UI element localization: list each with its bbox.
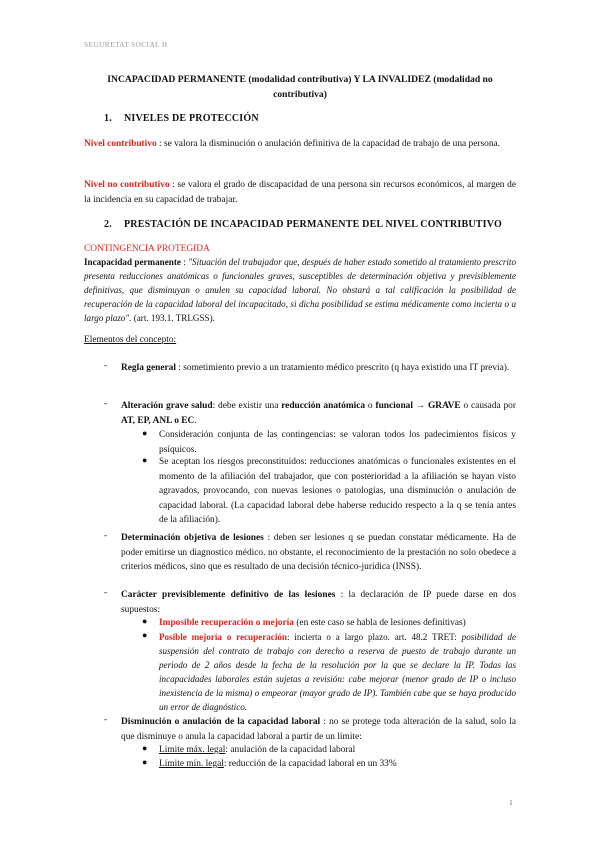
elementos-heading: Elementos del concepto: xyxy=(84,335,177,345)
nivel-contributivo-term: Nivel contributivo xyxy=(84,139,157,149)
incapacidad-permanente-term: Incapacidad permanente xyxy=(84,257,181,267)
regla-general-text: : sometimiento previo a un tratamiento médico prescrito (q haya existido una IT previa). xyxy=(178,363,510,373)
determinacion-text: : deben ser lesiones q se puedan constatar médicamente. Ha de poder emitirse un diagnostico médico. no obstante, el reconocimiento de la prestación no solo obedece a criterios médicos, sino que es resultado de una decisión técnico-jurídica (INSS). xyxy=(121,533,516,573)
dash-marker: - xyxy=(104,531,108,541)
running-head: SEGURETAT SOCIAL II xyxy=(84,40,168,49)
alteracion-text-6: o causada por xyxy=(460,401,516,411)
nivel-contributivo-text: : se valora la disminución o anulación definitiva de la capacidad de trabajo de una persona. xyxy=(159,139,501,149)
alteracion-text-4: funcional xyxy=(375,401,413,411)
caracter-text: : la declaración de IP puede darse en dos supuestos: xyxy=(121,590,516,615)
alteracion-bullet-1: Consideración conjunta de las contingencias: se valoran todos los padecimientos físicos y psíquicos. xyxy=(159,430,516,455)
disminucion-text: : no se protege toda alteración de la salud, solo la que disminuye o anula la capacidad laboral a partir de un límite: xyxy=(121,717,517,742)
title-line-1: INCAPACIDAD PERMANENTE (modalidad contributiva) Y LA INVALIDEZ (modalidad no xyxy=(107,74,493,85)
section-2-heading xyxy=(104,219,502,230)
section-1-number: 1. xyxy=(104,113,112,124)
limite-min-term: Límite mín. legal xyxy=(159,759,224,769)
bullet-marker: ● xyxy=(142,630,148,640)
nivel-contributivo-paragraph xyxy=(84,137,516,152)
alteracion-text-3: o xyxy=(365,401,376,411)
regla-general-term: Regla general xyxy=(121,363,176,373)
definition-reference: (art. 193.1. TRLGSS). xyxy=(131,313,215,323)
alteracion-text-5: → GRAVE xyxy=(412,401,461,411)
alteracion-bullet-2: Se aceptan los riesgos preconstituidos: reducciones anatómicas o funcionales existentes en el momento de la afiliación del trabajador, que con posterioridad a la afiliación se hayan visto agravados, provocando, con nuevas lesiones o patologías, una disminución o anulación de capacidad laboral. (La capacidad laboral debe haberse reducido respecto a la q se tenía antes de la afiliación). xyxy=(159,457,516,526)
caracter-bullet-2 xyxy=(159,630,516,714)
determinacion-term: Determinación objetiva de lesiones xyxy=(121,533,264,543)
caracter-bullet-2-italic: posibilidad de suspensión del contrato de trabajo con derecho a reserva de puesto de trabajo durante un periodo de 2 años desde la fecha de la resolución por la que se declare la IP. Todas las incapacidades laborales están sujetas a revisión: cabe mejorar (menor grado de IP o incluso inexistencia de la misma) o empeorar (mayor grado de IP). También cabe que se haya producido un error de diagnóstico. xyxy=(159,632,516,712)
bullet-marker: ● xyxy=(142,455,148,465)
alteracion-term: Alteración grave salud xyxy=(121,401,213,411)
page-number: 1 xyxy=(509,798,513,807)
title-line-2: contributiva) xyxy=(273,89,327,100)
nivel-no-contributivo-text: : se valora el grado de discapacidad de una persona sin recursos económicos, al margen de la incidencia en su capacidad de trabajar. xyxy=(84,180,517,205)
alteracion-text-1: : debe existir una xyxy=(212,401,282,411)
caracter-item xyxy=(121,588,516,617)
limite-min-text: : reducción de la capacidad laboral en un 33% xyxy=(223,759,397,769)
caracter-bullet-1-text: (en este caso se habla de lesiones definitivas) xyxy=(293,618,466,628)
limite-max-term: Límite máx. legal xyxy=(159,745,226,755)
alteracion-text-2: reducción anatómica xyxy=(281,401,366,411)
regla-general-item xyxy=(121,361,516,376)
bullet-marker: ● xyxy=(142,616,148,626)
caracter-bullet-1 xyxy=(159,616,516,631)
incapacidad-permanente-definition xyxy=(84,255,516,325)
bullet-marker: ● xyxy=(142,428,148,438)
section-1-heading xyxy=(104,113,259,124)
contingencia-heading-text: CONTINGENCIA PROTEGIDA xyxy=(84,244,210,254)
document-title xyxy=(84,72,516,102)
alteracion-item xyxy=(121,399,516,428)
caracter-bullet-2-text: : incierta o a largo plazo. art. 48.2 TRET: xyxy=(286,632,462,642)
alteracion-text-7: AT, EP, ANL o EC xyxy=(121,415,195,426)
definition-quote: "Situación del trabajador que, después de haber estado sometido al tratamiento prescrito presenta reducciones anatómicas o funcionales graves, susceptibles de determinación objetiva y previsiblemente definitivas, que disminuyan o anulen su capacidad laboral. No obstará a tal calificación la posibilidad de recuperación de la capacidad laboral del incapacitado, si dicha posibilidad se estima médicamente como incierta o a largo plazo". xyxy=(84,257,516,323)
nivel-no-contributivo-paragraph xyxy=(84,178,516,207)
section-1-title: NIVELES DE PROTECCIÓN xyxy=(124,113,259,124)
section-2-title: PRESTACIÓN DE INCAPACIDAD PERMANENTE DEL NIVEL CONTRIBUTIVO xyxy=(124,219,502,230)
dash-marker: - xyxy=(104,399,108,409)
definition-colon: : xyxy=(180,257,189,267)
caracter-term: Carácter previsiblemente definitivo de las lesiones xyxy=(121,590,336,600)
disminucion-item xyxy=(121,715,516,744)
section-2-number: 2. xyxy=(104,219,112,230)
determinacion-item xyxy=(121,531,516,575)
disminucion-term: Disminución o anulación de la capacidad laboral xyxy=(121,717,321,727)
caracter-bullet-1-term: Imposible recuperación o mejoría xyxy=(159,618,294,628)
bullet-marker: ● xyxy=(142,743,148,753)
disminucion-bullet-1 xyxy=(159,743,516,758)
alteracion-text-8: . xyxy=(194,415,197,426)
nivel-no-contributivo-term: Nivel no contributivo xyxy=(84,180,170,190)
disminucion-bullet-2 xyxy=(159,757,516,772)
limite-max-text: : anulación de la capacidad laboral xyxy=(225,745,356,755)
dash-marker: - xyxy=(104,361,108,371)
dash-marker: - xyxy=(104,588,108,598)
bullet-marker: ● xyxy=(142,757,148,767)
caracter-bullet-2-term: Posible mejoría o recuperación xyxy=(159,632,287,642)
dash-marker: - xyxy=(104,715,108,725)
